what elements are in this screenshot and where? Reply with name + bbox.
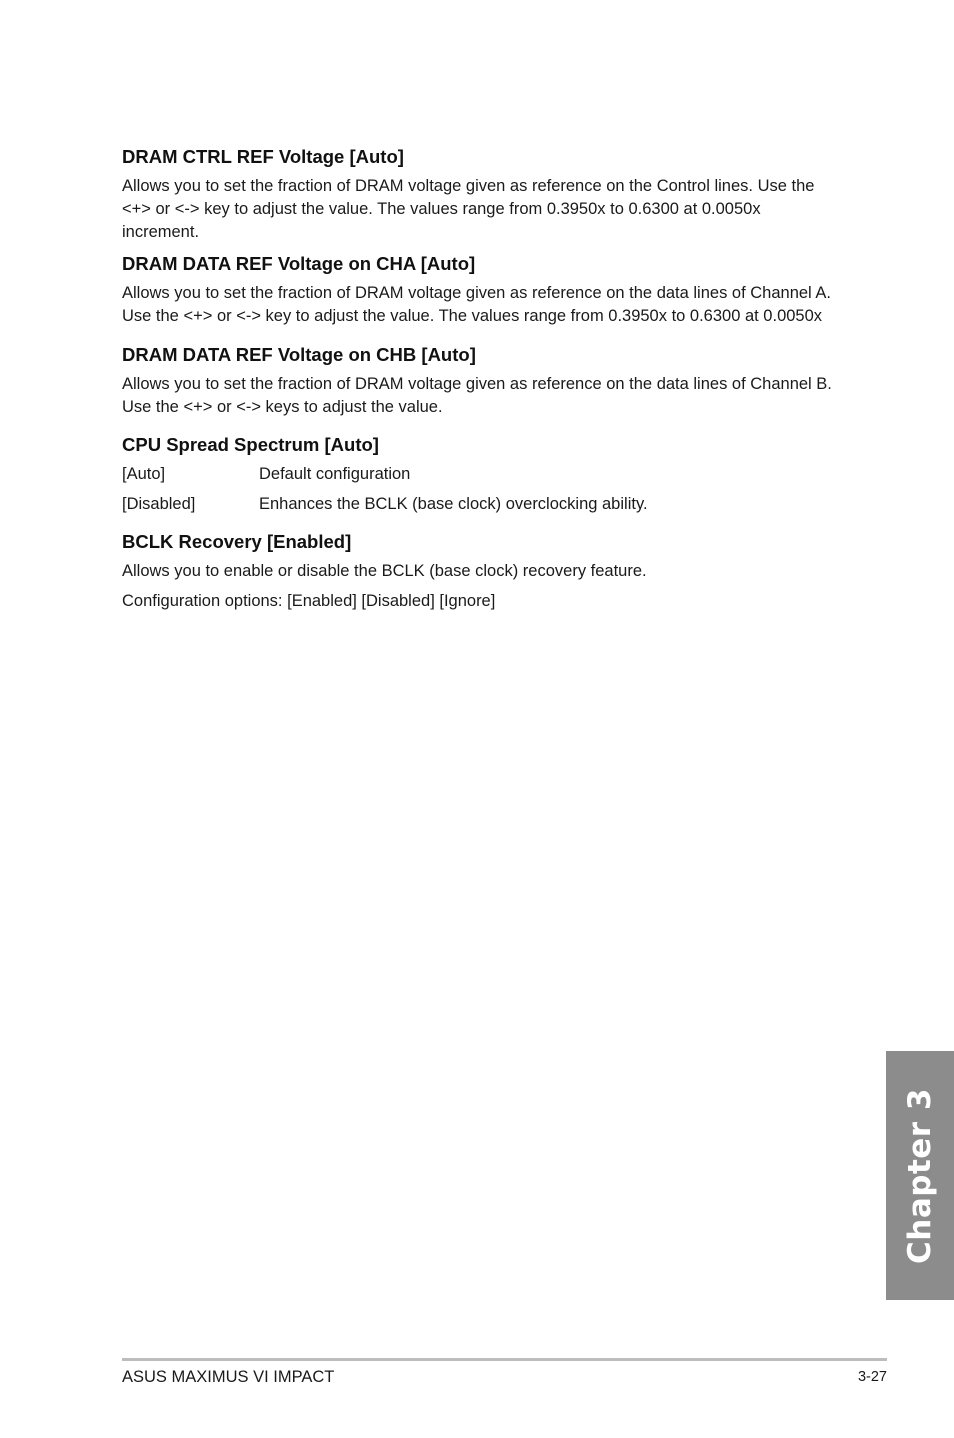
section-description: Allows you to enable or disable the BCLK (base clock) recovery feature.	[122, 562, 647, 580]
section-dram-ctrl-ref-voltage	[122, 144, 832, 244]
section-heading: DRAM DATA REF Voltage on CHA [Auto]	[122, 253, 476, 274]
section-description: Allows you to set the fraction of DRAM voltage given as reference on the Control lines. Use the <+> or <-> key to adjust the value. The values range from 0.3950x to 0.6300 at 0.0050x increment.	[122, 177, 815, 241]
section-description: Allows you to set the fraction of DRAM voltage given as reference on the data lines of Channel B. Use the <+> or <-> keys to adjust the value.	[122, 375, 832, 416]
chapter-tab-label: Chapter 3	[902, 1087, 938, 1264]
option-row	[122, 493, 832, 516]
option-description: Enhances the BCLK (base clock) overclocking ability.	[259, 495, 648, 513]
footer-divider	[122, 1358, 887, 1361]
option-description: Default configuration	[259, 465, 411, 483]
section-cpu-spread-spectrum	[122, 432, 832, 516]
footer-product-name: ASUS MAXIMUS VI IMPACT	[122, 1368, 335, 1386]
footer-page-number: 3-27	[857, 1369, 887, 1385]
configuration-options: Configuration options: [Enabled] [Disabled] [Ignore]	[122, 592, 496, 610]
chapter-tab	[886, 1051, 954, 1300]
section-heading: CPU Spread Spectrum [Auto]	[122, 434, 379, 455]
option-key: [Disabled]	[122, 495, 196, 513]
section-description: Allows you to set the fraction of DRAM voltage given as reference on the data lines of Channel A. Use the <+> or <-> key to adjust the value. The values range from 0.3950x to 0.6300 at 0.0050x	[122, 284, 831, 325]
option-row	[122, 463, 832, 486]
section-dram-data-ref-chb	[122, 342, 832, 419]
section-heading: DRAM CTRL REF Voltage [Auto]	[122, 146, 404, 167]
section-bclk-recovery	[122, 529, 832, 613]
option-key: [Auto]	[122, 465, 166, 483]
section-heading: DRAM DATA REF Voltage on CHB [Auto]	[122, 344, 476, 365]
manual-content	[122, 144, 832, 613]
section-dram-data-ref-cha	[122, 251, 832, 328]
section-heading: BCLK Recovery [Enabled]	[122, 531, 352, 552]
